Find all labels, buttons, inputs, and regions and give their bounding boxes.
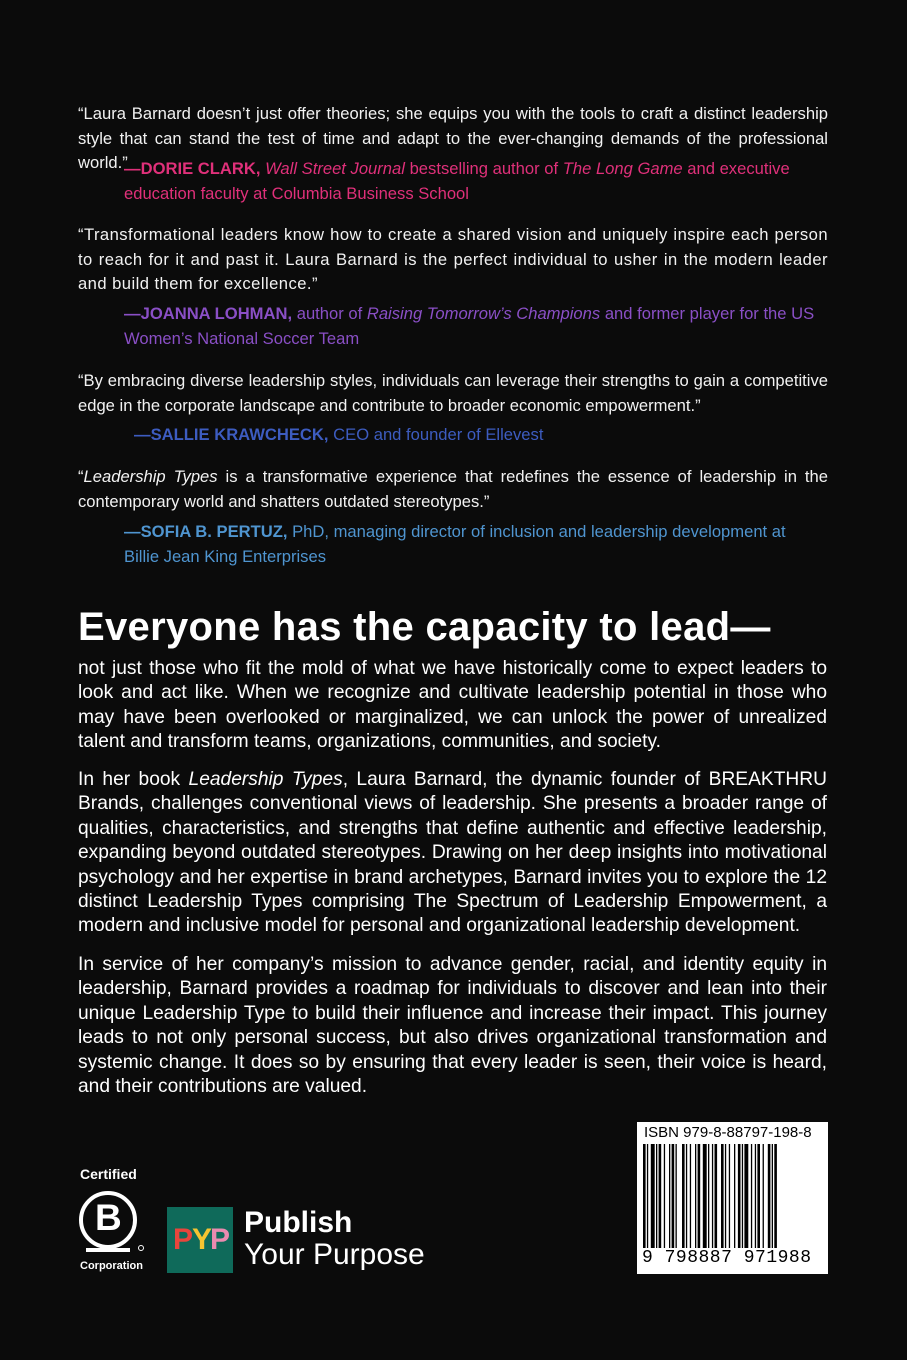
barcode-bar: [757, 1144, 760, 1248]
attribution-text: author of: [296, 304, 363, 323]
barcode-bar: [682, 1144, 685, 1248]
barcode-bars: [643, 1144, 823, 1248]
attribution-sofia-pertuz: [124, 520, 824, 569]
barcode-bar: [659, 1144, 662, 1248]
bcorp-certified-label: Certified: [80, 1166, 137, 1182]
attribution-name: —JOANNA LOHMAN,: [124, 304, 293, 323]
publisher-name-line1: Publish: [244, 1206, 353, 1239]
barcode-bar: [695, 1144, 696, 1248]
barcode-bar: [774, 1144, 777, 1248]
attribution-name: —SALLIE KRAWCHECK,: [134, 425, 329, 444]
barcode-bar: [734, 1144, 735, 1248]
attribution-joanna-lohman: [124, 302, 834, 351]
quote-text: “Laura Barnard doesn’t just offer theories; she equips you with the tools to craft a distinct leadership style that can stand the test of time and adapt to the ever-changing demands of the professional world.”: [78, 104, 828, 172]
quote-text: is a transformative experience that redefines the essence of leadership in the contemporary world and shatters outdated stereotypes.”: [78, 467, 828, 511]
barcode-bar: [751, 1144, 752, 1248]
barcode-bar: [690, 1144, 691, 1248]
barcode-bar: [651, 1144, 655, 1248]
attribution-text: CEO and founder of Ellevest: [333, 425, 544, 444]
barcode-bar: [744, 1144, 748, 1248]
barcode-bar: [742, 1144, 743, 1248]
attribution-book: The Long Game: [562, 159, 683, 178]
paragraph-book: [78, 768, 827, 939]
attribution-name: —DORIE CLARK,: [124, 159, 261, 178]
barcode-bar: [772, 1144, 773, 1248]
barcode-bar: [647, 1144, 648, 1248]
attribution-text-2: and executive education faculty at Columbia Business School: [124, 159, 790, 203]
barcode-bar: [703, 1144, 707, 1248]
attribution-dorie-clark: [124, 157, 824, 206]
barcode-bar: [768, 1144, 771, 1248]
barcode-bar: [676, 1144, 677, 1248]
barcode-bar: [729, 1144, 730, 1248]
quote-text: “By embracing diverse leadership styles, individuals can leverage their strengths to gain a competitive edge in the corporate landscape and contribute to broader economic empowerment.”: [78, 371, 828, 415]
paragraph-text-2: , Laura Barnard, the dynamic founder of BREAKTHRU Brands, challenges conventional views of leadership. She presents a broader range of qualities, characteristics, and strengths that define authentic and effective leadership, expanding beyond outdated stereotypes. Drawing on her deep insights into motivational psychology and her expertise in brand archetypes, Barnard invites you to explore the 12 distinct Leadership Types comprising The Spectrum of Leadership Empowerment, a modern and inclusive model for personal and organizational leadership development.: [78, 769, 827, 937]
publisher-name-line2: Your Purpose: [244, 1238, 425, 1271]
publisher-logo-icon: [167, 1207, 233, 1273]
quote-open-mark: “: [78, 467, 84, 486]
attribution-book: Raising Tomorrow’s Champions: [366, 304, 601, 323]
paragraph-intro: not just those who fit the mold of what we have historically come to expect leaders to look and act like. When we recognize and cultivate leadership potential in those who may have been overlooked or marginalized, we can unlock the power of unrealized talent and transform teams, organizations, communities, and society.: [78, 658, 827, 753]
barcode-digits: 9 798887 971988: [642, 1248, 812, 1268]
paragraph-mission: In service of her company’s mission to advance gender, racial, and identity equity in leadership, Barnard provides a roadmap for individuals to discover and lean into their unique Leadership Type to build their influence and increase their impact. This journey leads to not only personal success, but also drives organizational transformation and systemic change. It does so by ensuring that every leader is seen, their voice is heard, and their contributions are valued.: [78, 954, 827, 1098]
barcode-bar: [715, 1144, 718, 1248]
bcorp-corporation-label: Corporation: [80, 1260, 143, 1272]
logo-letter-y: Y: [192, 1223, 213, 1256]
barcode-bar: [698, 1144, 701, 1248]
barcode-bar: [712, 1144, 713, 1248]
quote-sofia-pertuz: [78, 465, 828, 514]
barcode-bar: [755, 1144, 756, 1248]
book-title: Leadership Types: [188, 769, 343, 790]
logo-letter-p: P: [173, 1223, 194, 1256]
attribution-text: bestselling author of: [409, 159, 559, 178]
barcode-bar: [763, 1144, 764, 1248]
quote-book-title: Leadership Types: [83, 467, 218, 486]
quote-text: “Transformational leaders know how to create a shared vision and uniquely inspire each person to reach for it and past it. Laura Barnard is the perfect individual to usher in the modern leader and build them for excellence.”: [78, 225, 828, 293]
barcode-bar: [721, 1144, 724, 1248]
barcode-bar: [672, 1144, 675, 1248]
bcorp-letter: B: [95, 1197, 122, 1238]
barcode-bar: [643, 1144, 646, 1248]
headline: Everyone has the capacity to lead—: [78, 605, 771, 649]
attribution-name: —SOFIA B. PERTUZ,: [124, 522, 288, 541]
quote-joanna-lohman: [78, 223, 828, 297]
attribution-text-2: and former player for the US Women’s National Soccer Team: [124, 304, 815, 348]
barcode-bar: [686, 1144, 687, 1248]
barcode-bar: [708, 1144, 709, 1248]
paragraph-text: In her book: [78, 769, 189, 790]
barcode-bar: [656, 1144, 657, 1248]
attribution-sallie-krawcheck: [134, 423, 834, 448]
isbn-label: ISBN 979-8-88797-198-8: [644, 1124, 812, 1141]
attribution-em: Wall Street Journal: [265, 159, 405, 178]
logo-letter-p2: P: [210, 1223, 231, 1256]
quote-sallie-krawcheck: [78, 369, 828, 418]
barcode-bar: [738, 1144, 741, 1248]
barcode-bar: [669, 1144, 670, 1248]
attribution-text: PhD, managing director of inclusion and leadership development at Billie Jean King Enterprises: [124, 522, 786, 566]
isbn-barcode: [637, 1122, 828, 1274]
bcorp-logo: [78, 1166, 148, 1276]
barcode-bar: [664, 1144, 665, 1248]
barcode-bar: [725, 1144, 726, 1248]
